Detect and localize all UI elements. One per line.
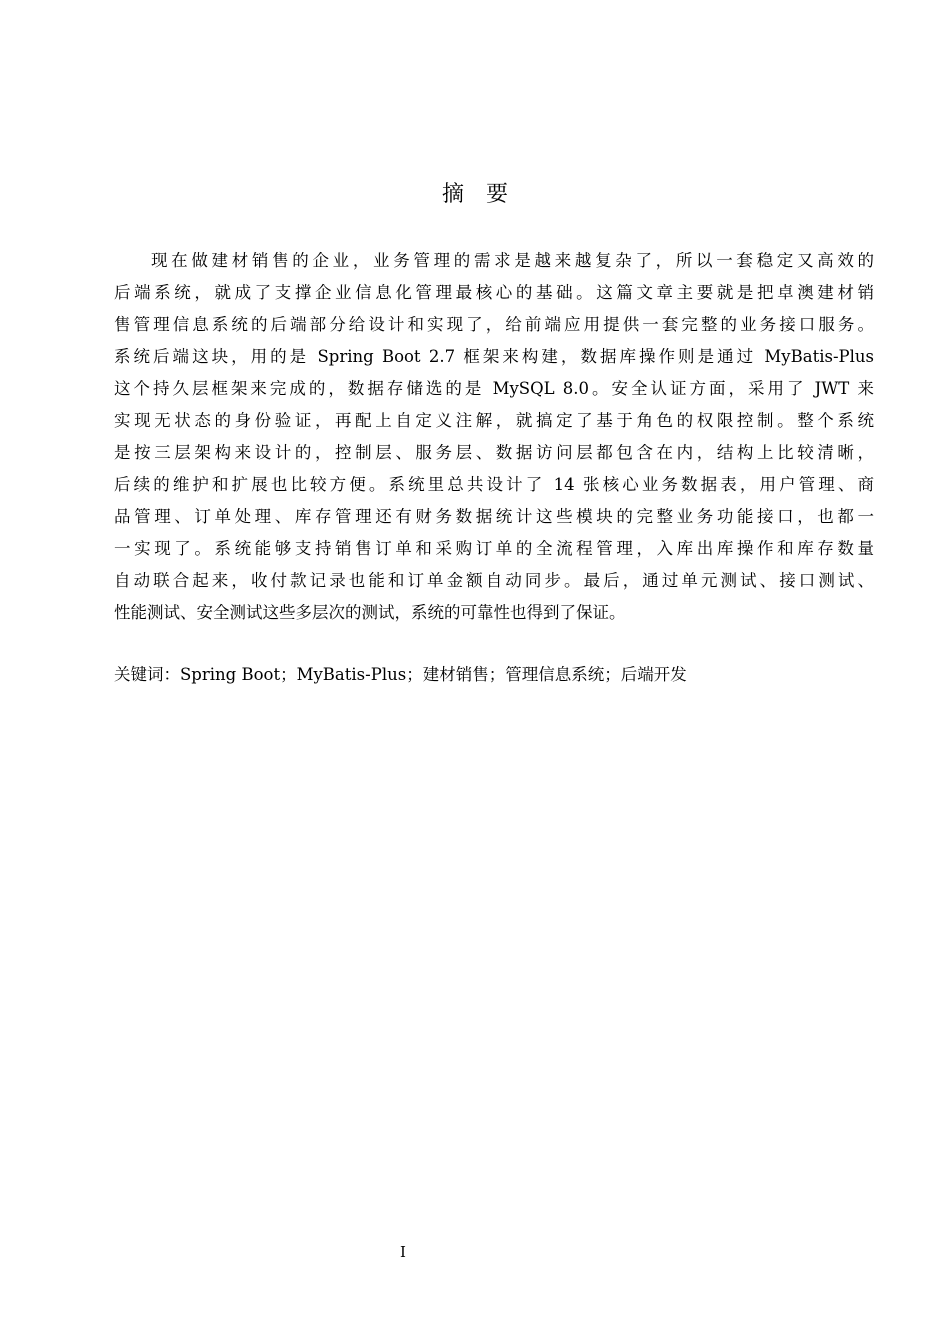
abstract-line-3: 售管理信息系统的后端部分给设计和实现了，给前端应用提供一套完整的业务接口服务。 — [114, 315, 874, 334]
abstract-line-10: 一实现了。系统能够支持销售订单和采购订单的全流程管理，入库出库操作和库存数量 — [114, 539, 874, 558]
abstract-line-2: 后端系统，就成了支撑企业信息化管理最核心的基础。这篇文章主要就是把卓澳建材销 — [114, 283, 874, 302]
abstract-title-part1: 摘 — [441, 182, 464, 207]
abstract-line-12: 性能测试、安全测试这些多层次的测试，系统的可靠性也得到了保证。 — [114, 603, 626, 622]
abstract-line-9: 品管理、订单处理、库存管理还有财务数据统计这些模块的完整业务功能接口，也都一 — [114, 507, 874, 526]
keywords-text: Spring Boot；MyBatis-Plus；建材销售；管理信息系统；后端开发 — [180, 665, 687, 684]
abstract-line-1: 现在做建材销售的企业，业务管理的需求是越来越复杂了，所以一套稳定又高效的 — [151, 251, 874, 270]
abstract-line-4: 系统后端这块，用的是 Spring Boot 2.7 框架来构建，数据库操作则是通过 MyBatis-Plus — [114, 347, 874, 366]
abstract-body — [114, 245, 874, 629]
abstract-line-6: 实现无状态的身份验证，再配上自定义注解，就搞定了基于角色的权限控制。整个系统 — [114, 411, 874, 430]
abstract-line-5: 这个持久层框架来完成的，数据存储选的是 MySQL 8.0。安全认证方面，采用了 JWT 来 — [114, 379, 874, 398]
abstract-line-7: 是按三层架构来设计的，控制层、服务层、数据访问层都包含在内，结构上比较清晰， — [114, 443, 874, 462]
abstract-line-11: 自动联合起来，收付款记录也能和订单金额自动同步。最后，通过单元测试、接口测试、 — [114, 571, 874, 590]
abstract-title-part2: 要 — [486, 182, 509, 207]
abstract-line-8: 后续的维护和扩展也比较方便。系统里总共设计了 14 张核心业务数据表，用户管理、商 — [114, 475, 874, 494]
keywords-label: 关键词： — [114, 665, 180, 684]
page-number: I — [400, 1243, 406, 1261]
keywords-line — [114, 660, 687, 690]
abstract-title — [0, 180, 950, 210]
